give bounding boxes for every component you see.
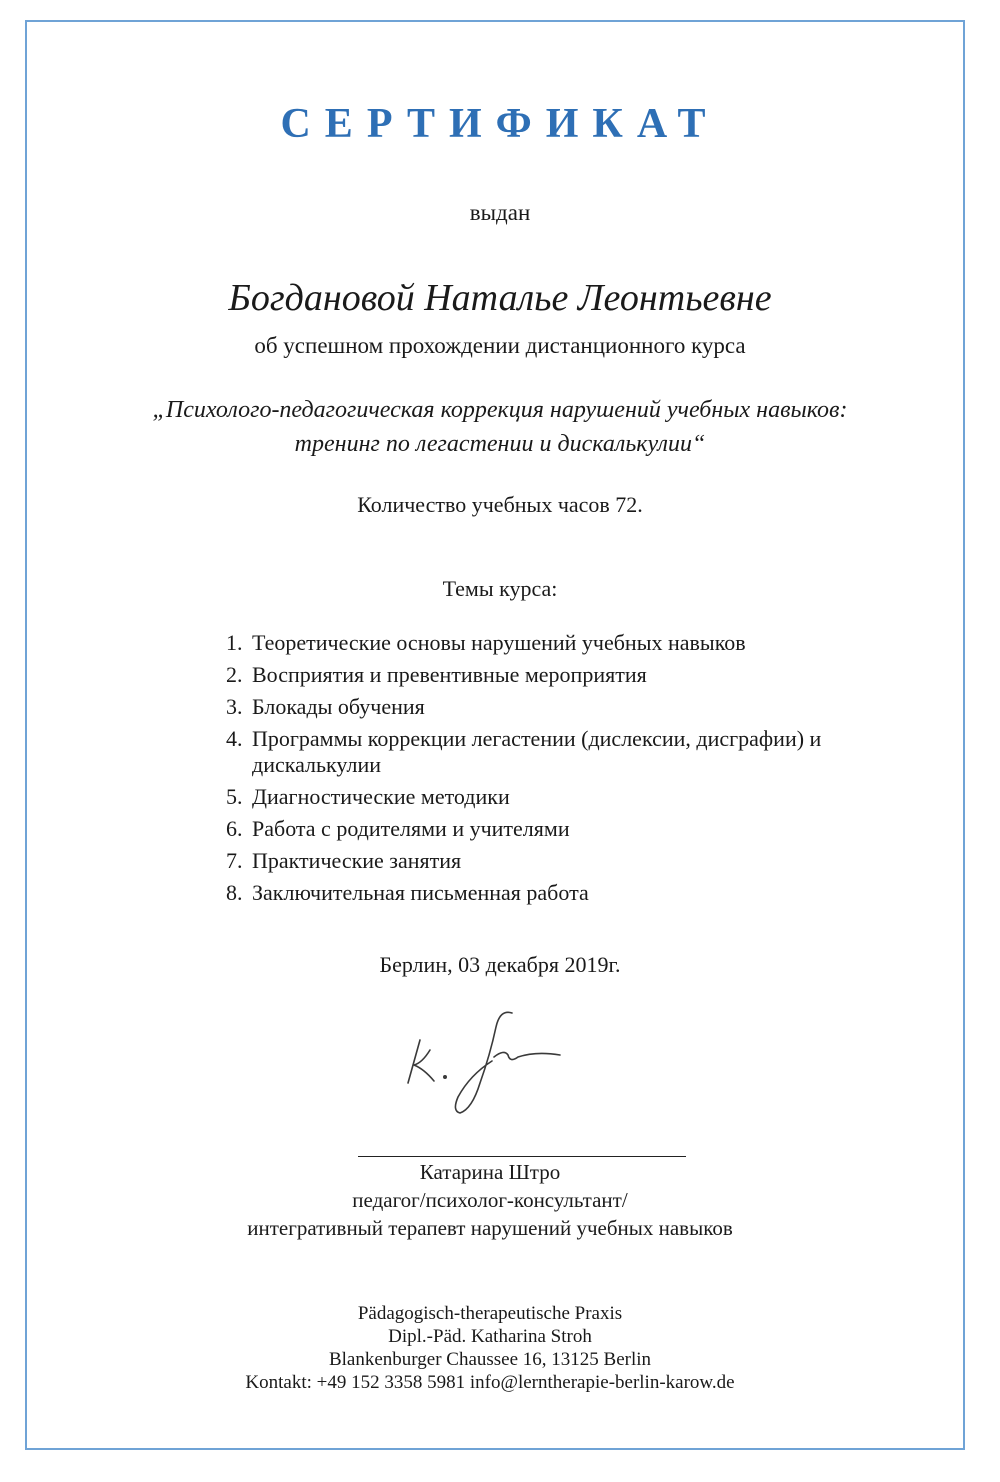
topic-number: 3.	[226, 694, 243, 719]
topic-item	[226, 816, 906, 842]
topic-text: Работа с родителями и учителями	[252, 816, 570, 841]
topic-number: 4.	[226, 726, 243, 751]
certificate-title: СЕРТИФИКАТ	[280, 101, 720, 147]
topic-text: Программы коррекции легастении (дислексии, дисграфии) и дискалькулии	[252, 726, 822, 777]
course-hours: Количество учебных часов 72.	[357, 492, 643, 517]
topic-text: Практические занятия	[252, 848, 462, 873]
topic-item	[226, 880, 906, 906]
footer-line-3: Blankenburger Chaussee 16, 13125 Berlin	[328, 1349, 652, 1370]
footer-contact-block	[0, 1302, 980, 1394]
footer-line-4: Kontakt: +49 152 3358 5981 info@lerntherapie-berlin-karow.de	[245, 1372, 735, 1393]
course-title	[0, 393, 1000, 461]
topic-number: 5.	[226, 784, 243, 809]
signer-block	[0, 1158, 980, 1242]
topic-number: 2.	[226, 662, 243, 687]
footer-line-1: Pädagogisch-therapeutische Praxis	[357, 1303, 623, 1324]
topic-item	[226, 694, 906, 720]
handwritten-signature	[400, 1005, 580, 1120]
place-and-date: Берлин, 03 декабря 2019г.	[379, 952, 621, 977]
issued-label: выдан	[469, 200, 531, 225]
topic-text: Блокады обучения	[252, 694, 425, 719]
topic-item	[226, 726, 906, 778]
topic-number: 1.	[226, 630, 243, 655]
topics-list	[226, 630, 906, 912]
topic-number: 8.	[226, 880, 243, 905]
topic-number: 6.	[226, 816, 243, 841]
signature-line	[358, 1156, 686, 1157]
topic-text: Восприятия и превентивные мероприятия	[252, 662, 647, 687]
signer-name: Катарина Штро	[419, 1160, 561, 1184]
topic-number: 7.	[226, 848, 243, 873]
recipient-name: Богдановой Наталье Леонтьевне	[228, 277, 772, 319]
topics-heading: Темы курса:	[442, 576, 558, 601]
topic-text: Теоретические основы нарушений учебных навыков	[252, 630, 746, 655]
topic-text: Заключительная письменная работа	[252, 880, 589, 905]
topic-item	[226, 848, 906, 874]
signer-role-1: педагог/психолог-консультант/	[352, 1188, 628, 1212]
course-title-line-1: „Психолого-педагогическая коррекция нарушений учебных навыков:	[152, 397, 848, 423]
topic-item	[226, 662, 906, 688]
topic-text: Диагностические методики	[252, 784, 510, 809]
completion-statement: об успешном прохождении дистанционного курса	[254, 333, 746, 358]
footer-line-2: Dipl.-Päd. Katharina Stroh	[388, 1326, 592, 1347]
topic-item	[226, 630, 906, 656]
signer-role-2: интегративный терапевт нарушений учебных навыков	[247, 1216, 733, 1240]
topic-item	[226, 784, 906, 810]
course-title-line-2: тренинг по легастении и дискалькулии“	[294, 431, 706, 457]
